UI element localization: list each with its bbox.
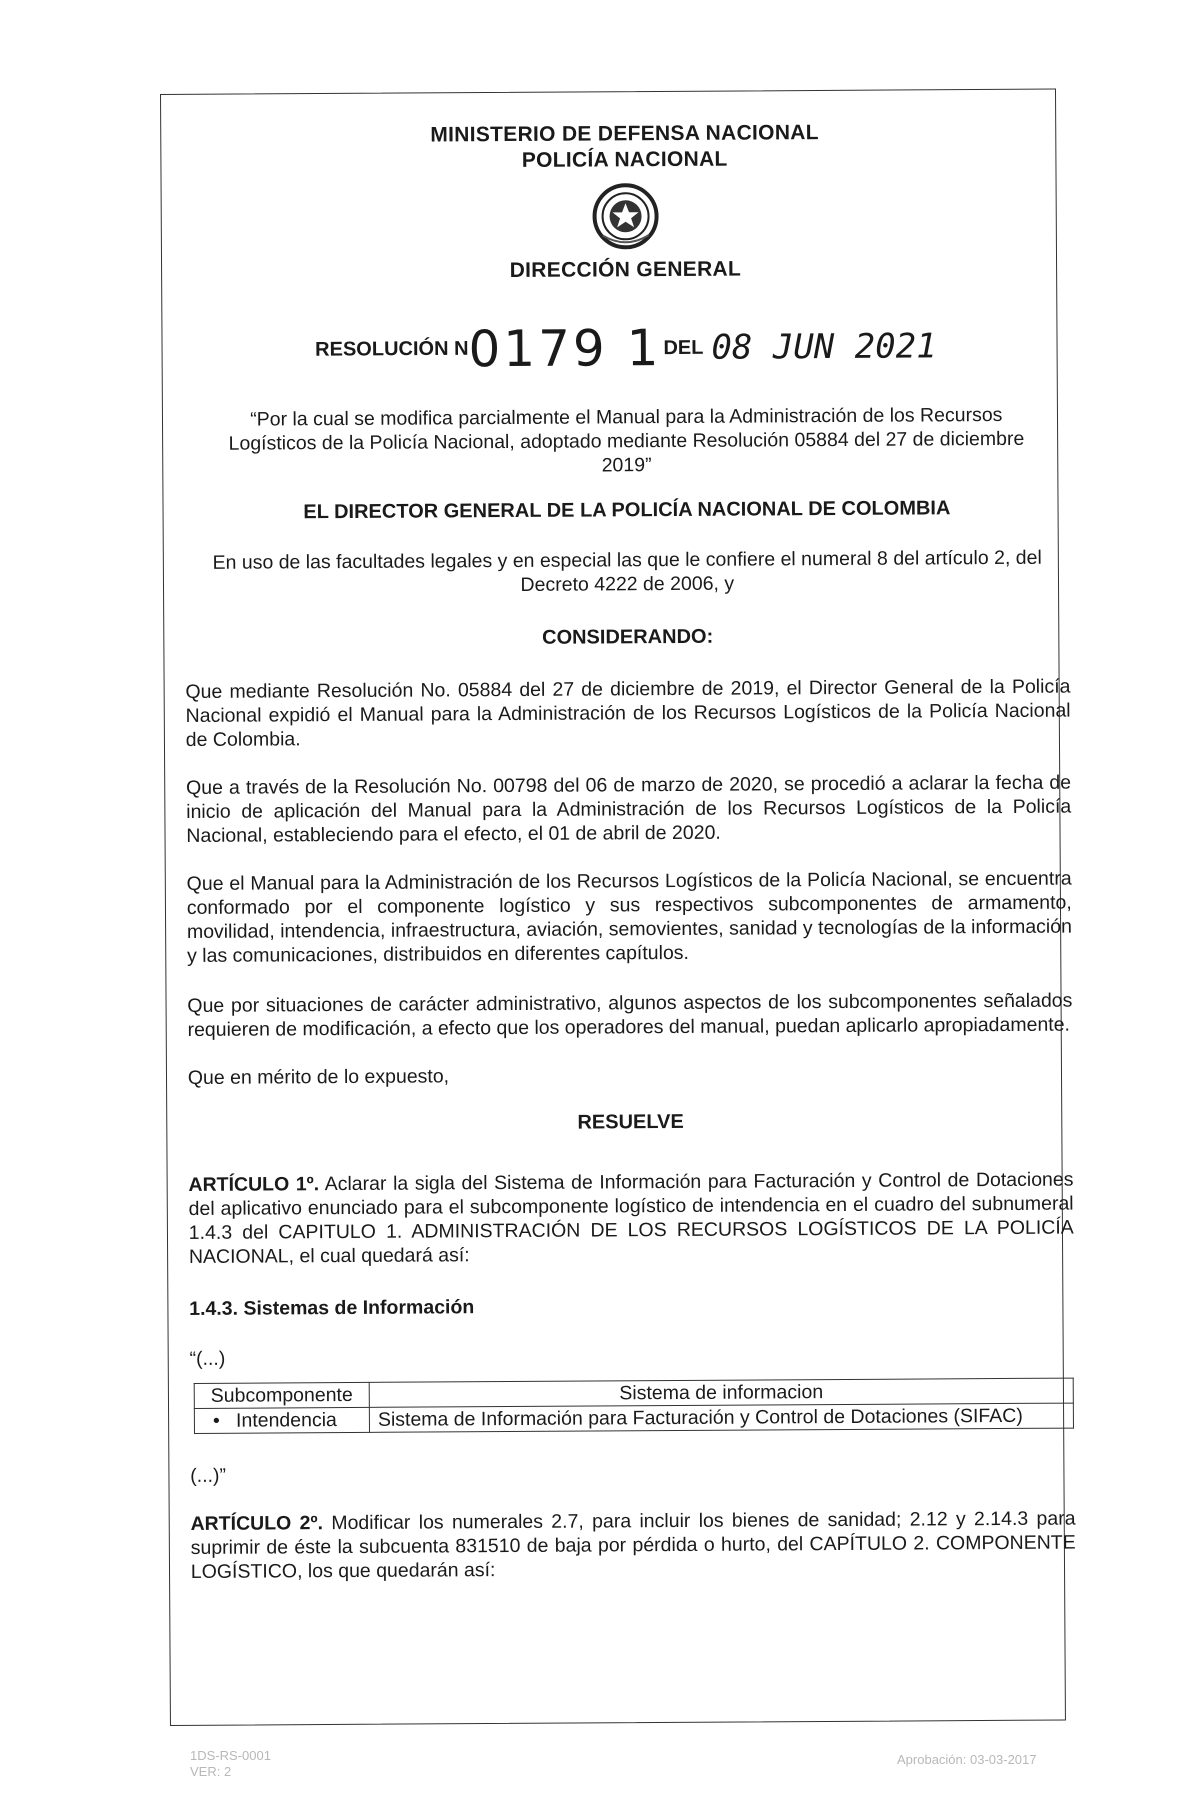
direction-heading: DIRECCIÓN GENERAL: [509, 257, 742, 283]
information-systems-table: [194, 1378, 1074, 1434]
footer-code: [190, 1748, 271, 1780]
consideration-3: Que el Manual para la Administración de los Recursos Logísticos de la Policía Nacional, se encuentra conformado por el componente logístico y sus respectivos subcomponentes de armamento, movilidad, intendencia, infraestructura, aviación, semovientes, sanidad y tecnologías de la información y las comunicaciones, distribuidos en diferentes capítulos.: [186, 867, 1072, 967]
resolution-del-label: DEL: [663, 336, 704, 359]
quote-close: (...)”: [190, 1464, 227, 1487]
article-1-text: Aclarar la sigla del Sistema de Información para Facturación y Control de Dotaciones del aplicativo enunciado para el subcomponente logístico de intendencia en el cuadro del subnumeral 1.4.3 del CAPITULO 1. ADMINISTRACIÓN DE LOS RECURSOS LOGÍSTICOS DE LA POLICÍA NACIONAL, el cual quedará así:: [188, 1168, 1074, 1268]
document-content: [182, 119, 1076, 1584]
police-seal-icon: [590, 181, 660, 251]
article-1: [188, 1168, 1074, 1269]
section-1-4-3-heading: 1.4.3. Sistemas de Información: [189, 1296, 475, 1320]
footer-version-text: VER: 2: [190, 1764, 232, 1779]
bullet-icon: •: [212, 1409, 237, 1432]
consideration-4: Que por situaciones de carácter administrativo, algunos aspectos de los subcomponentes señalados requieren de modificación, a efecto que los operadores del manual, puedan aplicarlo apropiadamente.: [187, 989, 1073, 1041]
legal-powers: En uso de las facultades legales y en especial las que le confiere el numeral 8 del artículo 2, del Decreto 4222 de 2006, y: [212, 546, 1042, 596]
authority-heading: EL DIRECTOR GENERAL DE LA POLICÍA NACIONAL DE COLOMBIA: [303, 497, 951, 524]
table-header-subcomponent: Subcomponente: [194, 1382, 369, 1408]
consideration-1: Que mediante Resolución No. 05884 del 27 de diciembre de 2019, el Director General de la Policía Nacional expidió el Manual para la Administración de los Recursos Logísticos de la Policía Nacional de Colombia.: [185, 675, 1071, 751]
article-2: [190, 1507, 1075, 1584]
resolution-line: [183, 317, 1068, 378]
table-cell-subcomponent: [194, 1407, 369, 1433]
table-cell-system: Sistema de Información para Facturación y Control de Dotaciones (SIFAC): [369, 1403, 1073, 1432]
resolution-label: RESOLUCIÓN N: [315, 337, 469, 361]
article-2-label: ARTÍCULO 2º.: [190, 1512, 324, 1535]
consideration-5: Que en mérito de lo expuesto,: [187, 1065, 450, 1089]
footer-code-text: 1DS-RS-0001: [190, 1748, 271, 1763]
table-header-system: Sistema de informacion: [369, 1378, 1073, 1407]
footer-approval: Aprobación: 03-03-2017: [897, 1752, 1037, 1767]
consideration-2: Que a través de la Resolución No. 00798 del 06 de marzo de 2020, se procedió a aclarar la fecha de inicio de aplicación del Manual para la Administración de los Recursos Logísticos de la Policía Nacional, estableciendo para el efecto, el 01 de abril de 2020.: [185, 771, 1072, 847]
ministry-heading: MINISTERIO DE DEFENSA NACIONAL: [430, 121, 819, 147]
considering-heading: CONSIDERANDO:: [542, 625, 714, 649]
article-1-label: ARTÍCULO 1º.: [188, 1173, 320, 1196]
resolves-heading: RESUELVE: [577, 1110, 684, 1134]
resolution-number: 0179 1: [468, 319, 662, 379]
police-heading: POLICÍA NACIONAL: [521, 147, 728, 172]
resolution-date-stamp: 08 JUN 2021: [711, 326, 937, 368]
resolution-subject: “Por la cual se modifica parcialmente el Manual para la Administración de los Recursos Logísticos de la Policía Nacional, adoptado mediante Resolución 05884 del 27 de diciembre 2019”: [228, 403, 1025, 477]
table-row: [194, 1403, 1073, 1433]
subcomponent-value: Intendencia: [235, 1409, 337, 1432]
quote-open: “(...): [189, 1347, 226, 1370]
article-2-text: Modificar los numerales 2.7, para incluir los bienes de sanidad; 2.12 y 2.14.3 para suprimir de éste la subcuenta 831510 de baja por pérdida o hurto, del CAPÍTULO 2. COMPONENTE LOGÍSTICO, los que quedarán así:: [190, 1507, 1076, 1583]
